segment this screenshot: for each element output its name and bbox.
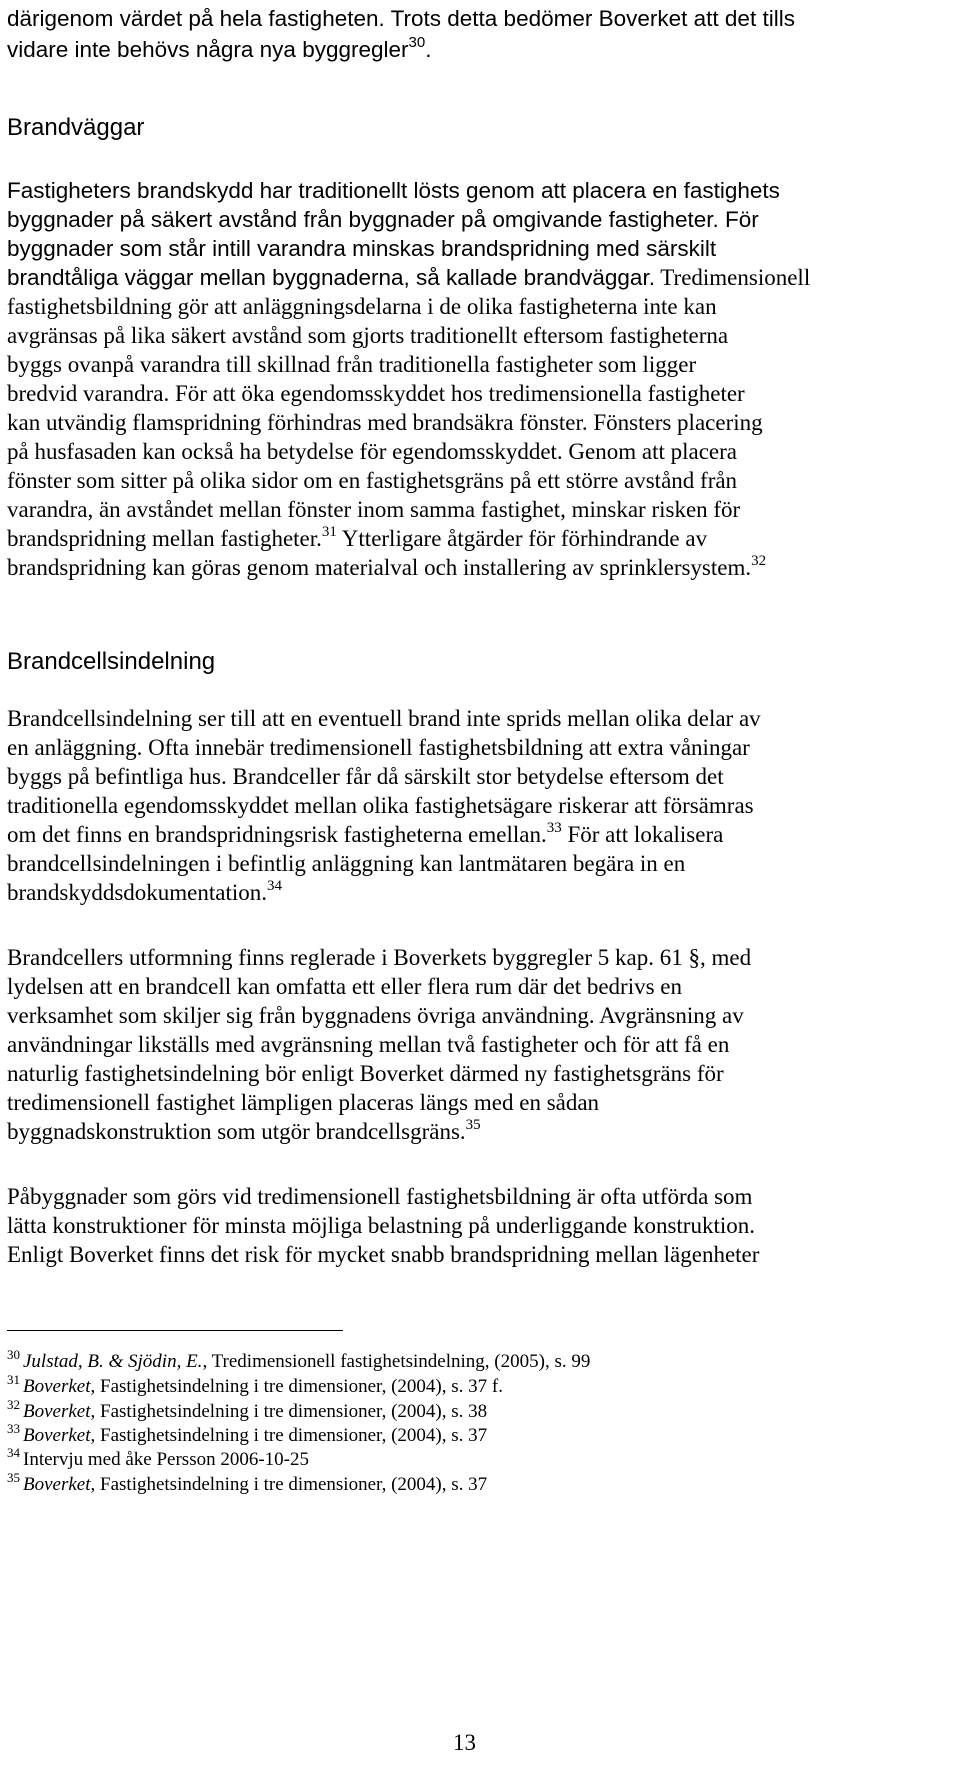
footnote: $^{32}$ Boverket, Fastighetsindelning i tre dimensioner, (2004), s. 38: [7, 1397, 488, 1422]
body-text-line: Brandcellers utformning finns reglerade i Boverkets byggregler 5 kap. 61 §, med: [7, 945, 752, 970]
body-text-line: fönster som sitter på olika sidor om en fastighetsgräns på ett större avstånd från: [7, 468, 738, 493]
page-number: 13: [453, 1730, 476, 1755]
body-text-line: byggnadskonstruktion som utgör brandcellsgräns.$^{35}$: [7, 1117, 481, 1144]
footnote-separator: [7, 1330, 343, 1331]
body-text-line: Enligt Boverket finns det risk för mycket snabb brandspridning mellan lägenheter: [7, 1242, 760, 1267]
body-text-line: användningar likställs med avgränsning mellan två fastigheter och för att få en: [7, 1032, 730, 1057]
footnote: $^{35}$ Boverket, Fastighetsindelning i tre dimensioner, (2004), s. 37: [7, 1470, 488, 1495]
body-text-line: brandcellsindelningen i befintlig anläggning kan lantmätaren begära in en: [7, 851, 686, 876]
body-text-line: byggs ovanpå varandra till skillnad från traditionella fastigheter som ligger: [7, 352, 697, 377]
body-text-line: därigenom värdet på hela fastigheten. Trots detta bedömer Boverket att det tills: [7, 6, 795, 31]
body-text-line: en anläggning. Ofta innebär tredimensionell fastighetsbildning att extra våningar: [7, 735, 750, 760]
body-text-line: på husfasaden kan också ha betydelse för egendomsskyddet. Genom att placera: [7, 439, 737, 464]
body-text-line: lätta konstruktioner för minsta möjliga belastning på underliggande konstruktion.: [7, 1213, 755, 1238]
body-text-line: verksamhet som skiljer sig från byggnadens övriga användning. Avgränsning av: [7, 1003, 744, 1028]
footnote: $^{30}$ Julstad, B. & Sjödin, E., Tredimensionell fastighetsindelning, (2005), s. 99: [7, 1347, 591, 1372]
body-text-line: lydelsen att en brandcell kan omfatta ett eller flera rum där det bedrivs en: [7, 974, 683, 999]
footnote-ref: 33: [546, 820, 562, 836]
body-text-line: brandskyddsdokumentation.$^{34}$: [7, 878, 282, 905]
body-text-line: om det finns en brandspridningsrisk fastigheterna emellan.$^{33}$ För att lokalisera: [7, 820, 724, 847]
body-text-line: brandtåliga väggar mellan byggnaderna, så kallade brandväggar. Tredimensionell: [7, 265, 811, 290]
footnote-ref: 35: [465, 1117, 481, 1133]
body-text-line: bredvid varandra. För att öka egendomsskyddet hos tredimensionella fastigheter: [7, 381, 745, 406]
body-text-line: Påbyggnader som görs vid tredimensionell fastighetsbildning är ofta utförda som: [7, 1184, 753, 1209]
heading-brandcellsindelning: Brandcellsindelning: [7, 648, 216, 675]
footnote-ref: 30: [408, 34, 426, 51]
body-text-line: byggnader som står intill varandra minskas brandspridning med särskilt: [7, 236, 717, 261]
footnote-ref: 31: [321, 524, 337, 540]
body-text-line: avgränsas på lika säkert avstånd som gjorts traditionellt eftersom fastigheterna: [7, 323, 729, 348]
heading-brandvaggar: Brandväggar: [7, 114, 145, 141]
body-text-line: byggs på befintliga hus. Brandceller får då särskilt stor betydelse eftersom det: [7, 764, 724, 789]
body-text-line: traditionella egendomsskyddet mellan olika fastighetsägare riskerar att försämras: [7, 793, 754, 818]
body-text-line: byggnader på säkert avstånd från byggnader på omgivande fastigheter. För: [7, 207, 759, 232]
body-text-line: brandspridning kan göras genom materialval och installering av sprinklersystem.$^{32}$: [7, 553, 767, 580]
body-text-line: varandra, än avståndet mellan fönster inom samma fastighet, minskar risken för: [7, 497, 741, 522]
footnote: $^{33}$ Boverket, Fastighetsindelning i tre dimensioner, (2004), s. 37: [7, 1421, 488, 1446]
body-text-line: Brandcellsindelning ser till att en eventuell brand inte sprids mellan olika delar av: [7, 706, 761, 731]
body-text-line: fastighetsbildning gör att anläggningsdelarna i de olika fastigheterna inte kan: [7, 294, 717, 319]
body-text-line: tredimensionell fastighet lämpligen placeras längs med en sådan: [7, 1090, 600, 1115]
body-text-line: brandspridning mellan fastigheter.$^{31}$ Ytterligare åtgärder för förhindrande av: [7, 524, 708, 551]
body-text-line: vidare inte behövs några nya byggregler$^{30}$.: [7, 34, 432, 62]
body-text-line: Fastigheters brandskydd har traditionellt lösts genom att placera en fastighets: [7, 178, 780, 203]
footnote-ref: 34: [267, 878, 282, 894]
footnote-ref: 32: [751, 553, 767, 569]
footnote: $^{34}$ Intervju med åke Persson 2006-10-25: [7, 1445, 309, 1470]
body-text-line: naturlig fastighetsindelning bör enligt Boverket därmed ny fastighetsgräns för: [7, 1061, 724, 1086]
footnote: $^{31}$ Boverket, Fastighetsindelning i tre dimensioner, (2004), s. 37 f.: [7, 1372, 503, 1397]
body-text-line: kan utvändig flamspridning förhindras med brandsäkra fönster. Fönsters placering: [7, 410, 763, 435]
